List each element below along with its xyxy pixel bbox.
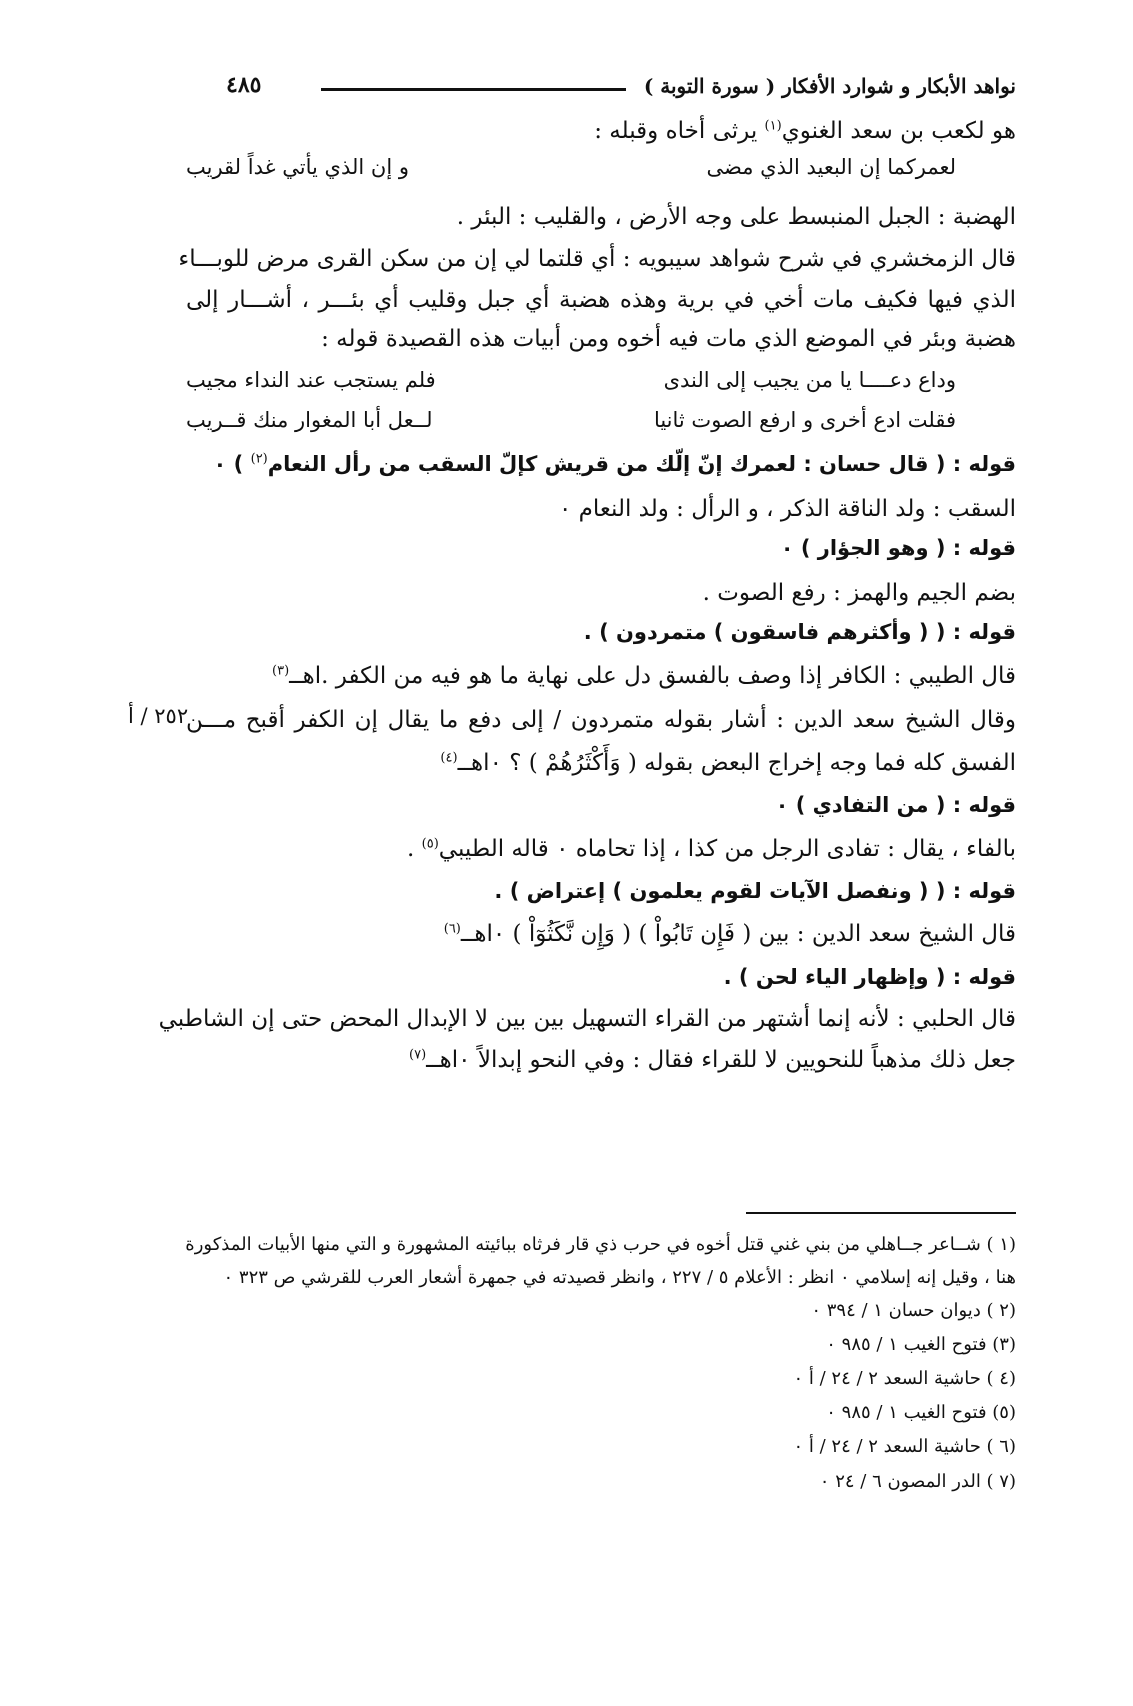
qawl-heading: قوله : ( وهو الجؤار ) ٠	[780, 536, 1016, 560]
page-number: ٤٨٥	[226, 72, 262, 98]
body-line: بالفاء ، يقال : تفادى الرجل من كذا ، إذا تحاماه ٠ قاله الطيبي$^{(٥)}$ .	[407, 836, 1016, 862]
verse-hemistich-first: لعمركما إن البعيد الذي مضى	[706, 155, 956, 179]
qawl-heading: قوله : ( من التفادي ) ٠	[775, 793, 1016, 817]
footnote: (٧ ) الدر المصون ٦ / ٢٤ ٠	[819, 1471, 1016, 1492]
verse-hemistich-first: فقلت ادع أخرى و ارفع الصوت ثانيا	[653, 408, 956, 432]
body-line: الذي فيها فكيف مات أخي في برية وهذه هضبة أي جبل وقليب أي بئـــر ، أشـــار إلى	[186, 287, 1016, 313]
body-line: الهضبة : الجبل المنبسط على وجه الأرض ، والقليب : البئر .	[456, 204, 1016, 230]
footnote: (٥) فتوح الغيب ١ / ٩٨٥ ٠	[826, 1402, 1016, 1423]
footnote: (٤ ) حاشية السعد ٢ / ٢٤ / أ ٠	[793, 1368, 1016, 1389]
body-line: قال الزمخشري في شرح شواهد سيبويه : أي قلتما لي إن من سكن القرى مرض للوبـــاء	[178, 246, 1016, 272]
verse-hemistich-second: و إن الذي يأتي غداً لقريب	[186, 155, 409, 179]
body-line: قوله : ( قال حسان : لعمرك إنّ إلّك من قريش كإلّ السقب من رأل النعام$^{(٢)}$ ) ٠	[213, 451, 1016, 476]
qawl-heading: قوله : ( وإظهار الياء لحن ) .	[723, 965, 1016, 989]
verse-hemistich-second: فلم يستجب عند النداء مجيب	[186, 368, 436, 392]
body-line: وقال الشيخ سعد الدين : أشار بقوله متمردون / إلى دفع ما يقال إن الكفر أقبح مـــن	[186, 707, 1016, 733]
body-line: هو لكعب بن سعد الغنوي$^{(١)}$ يرثى أخاه وقبله :	[594, 118, 1016, 144]
header-title: نواهد الأبكار و شوارد الأفكار ( سورة التوبة )	[643, 74, 1016, 98]
verse-hemistich-second: لــعل أبا المغوار منك قــريب	[186, 408, 433, 432]
body-line: جعل ذلك مذهباً للنحويين لا للقراء فقال : وفي النحو إبدالاً ٠اهــ$^{(٧)}$	[409, 1047, 1016, 1073]
body-line: هضبة وبئر في الموضع الذي مات فيه أخوه ومن أبيات هذه القصيدة قوله :	[321, 326, 1016, 352]
body-line: قال الطيبي : الكافر إذا وصف بالفسق دل على نهاية ما هو فيه من الكفر .اهــ$^{(٣)}$	[272, 663, 1016, 689]
qawl-heading: قوله : ( ( ونفصل الآيات لقوم يعلمون ) إعتراض ) .	[494, 879, 1016, 903]
footnote: (٢ ) ديوان حسان ١ / ٣٩٤ ٠	[811, 1300, 1016, 1321]
verse-hemistich-first: وداع دعــــا يا من يجيب إلى الندى	[663, 368, 956, 392]
margin-folio-note: ٢٥٢ / أ	[128, 704, 189, 728]
footnote: (١ ) شــاعر جــاهلي من بني غني قتل أخوه في حرب ذي قار فرثاه ببائيته المشهورة و التي منها الأبيات المذكورة	[185, 1234, 1016, 1255]
body-line: قال الحلبي : لأنه إنما أشتهر من القراء التسهيل بين بين لا الإبدال المحض حتى إن الشاطبي	[158, 1006, 1016, 1032]
verse-line	[186, 408, 1016, 442]
body-line: السقب : ولد الناقة الذكر ، و الرأل : ولد النعام ٠	[559, 496, 1016, 522]
body-line: بضم الجيم والهمز : رفع الصوت .	[702, 580, 1016, 606]
header-rule	[321, 88, 626, 91]
footnote-separator	[746, 1212, 1016, 1214]
footnote: (٦ ) حاشية السعد ٢ / ٢٤ / أ ٠	[793, 1436, 1016, 1457]
footnote: (٣) فتوح الغيب ١ / ٩٨٥ ٠	[826, 1334, 1016, 1355]
running-header	[226, 72, 1016, 112]
qawl-heading: قوله : ( ( وأكثرهم فاسقون ) متمردون ) .	[583, 620, 1016, 644]
body-line: قال الشيخ سعد الدين : بين ( فَإِن تَابُواْ ) ( وَإِن نَّكَثُوٓاْ ) ٠اهــ$^{(٦)}$	[443, 921, 1016, 947]
body-line: الفسق كله فما وجه إخراج البعض بقوله ( وَأَكْثَرُهُمْ ) ؟ ٠اهــ$^{(٤)}$	[440, 750, 1016, 776]
verse-line	[186, 368, 1016, 402]
footnote: هنا ، وقيل إنه إسلامي ٠ انظر : الأعلام ٥ / ٢٢٧ ، وانظر قصيدته في جمهرة أشعار العرب للقرشي ص ٣٢٣ ٠	[223, 1267, 1016, 1288]
verse-line	[186, 155, 1016, 189]
